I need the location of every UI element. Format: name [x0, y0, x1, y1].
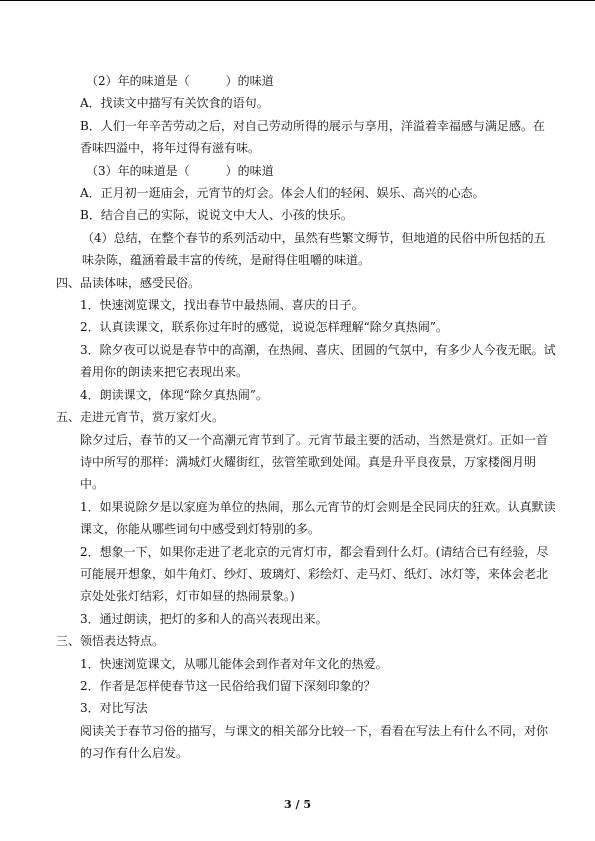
section-heading: 三、领悟表达特点。 — [56, 634, 165, 649]
paragraph: 阅读关于春节习俗的描写，与课文的相关部分比较一下，看看在写法上有什么不同，对你的习作有什么启发。 — [80, 723, 549, 761]
list-item: 3．除夕夜可以说是春节中的高潮，在热闹、喜庆、团圆的气氛中，有多少人今夜无眠。试着用你的朗读来把它表现出来。 — [80, 342, 556, 380]
list-item: B．结合自己的实际，说说文中大人、小孩的快乐。 — [80, 208, 353, 223]
subsection-heading: （3）年的味道是（ ）的味道 — [86, 163, 274, 178]
list-item: 3．通过朗读，把灯的多和人的高兴表现出来。 — [80, 611, 328, 626]
list-item: 4．朗读课文，体现“除夕真热闹”。 — [80, 387, 268, 402]
list-item: 1．快速浏览课文，找出春节中最热闹、喜庆的日子。 — [80, 298, 364, 313]
paragraph: 除夕过后，春节的又一个高潮元宵节到了。元宵节最主要的活动，当然是赏灯。正如一首诗中所写的那样：满城灯火耀街红，弦管笙歌到处闻。真是升平良夜景，万家楼阁月明中。 — [80, 432, 549, 492]
document-body — [56, 70, 556, 765]
page-number: 3 / 5 — [284, 798, 311, 811]
list-item: 2．作者是怎样使春节这一民俗给我们留下深刻印象的？ — [80, 678, 376, 693]
subsection-heading: （2）年的味道是（ ）的味道 — [86, 74, 274, 88]
section-heading: 五、走进元宵节，赏万家灯火。 — [56, 410, 225, 425]
list-item: 2．想象一下，如果你走进了老北京的元宵灯市，都会看到什么灯。(请结合已有经验，尽可能展开想象，如牛角灯、纱灯、玻璃灯、彩绘灯、走马灯、纸灯、冰灯等，来体会老北京处处张灯结彩，灯市如昼的热闹景象。) — [80, 544, 549, 604]
list-item: 2．认真读课文，联系你过年时的感觉，说说怎样理解“除夕真热闹”。 — [80, 320, 448, 335]
list-item: 1．如果说除夕是以家庭为单位的热闹，那么元宵节的灯会则是全民同庆的狂欢。认真默读课文，你能从哪些词句中感受到灯特别的多。 — [80, 499, 556, 537]
section-heading: 四、品读体味，感受民俗。 — [56, 275, 201, 290]
list-item: 3．对比写法 — [80, 701, 148, 716]
list-item: 1．快速浏览课文，从哪儿能体会到作者对年文化的热爱。 — [80, 656, 388, 671]
list-item: A．找读文中描写有关饮食的语句。 — [80, 96, 269, 111]
list-item: B．人们一年辛苦劳动之后，对自己劳动所得的展示与享用，洋溢着幸福感与满足感。在香味四溢中，将年过得有滋有味。 — [80, 118, 545, 156]
subsection-heading: （4）总结，在整个春节的系列活动中，虽然有些繁文缛节，但地道的民俗中所包括的五味杂陈，蕴涵着最丰富的传统，是耐得住咀嚼的味道。 — [82, 230, 546, 268]
list-item: A．正月初一逛庙会，元宵节的灯会。体会人们的轻闲、娱乐、高兴的心态。 — [80, 186, 485, 201]
top-rule — [0, 0, 595, 1]
